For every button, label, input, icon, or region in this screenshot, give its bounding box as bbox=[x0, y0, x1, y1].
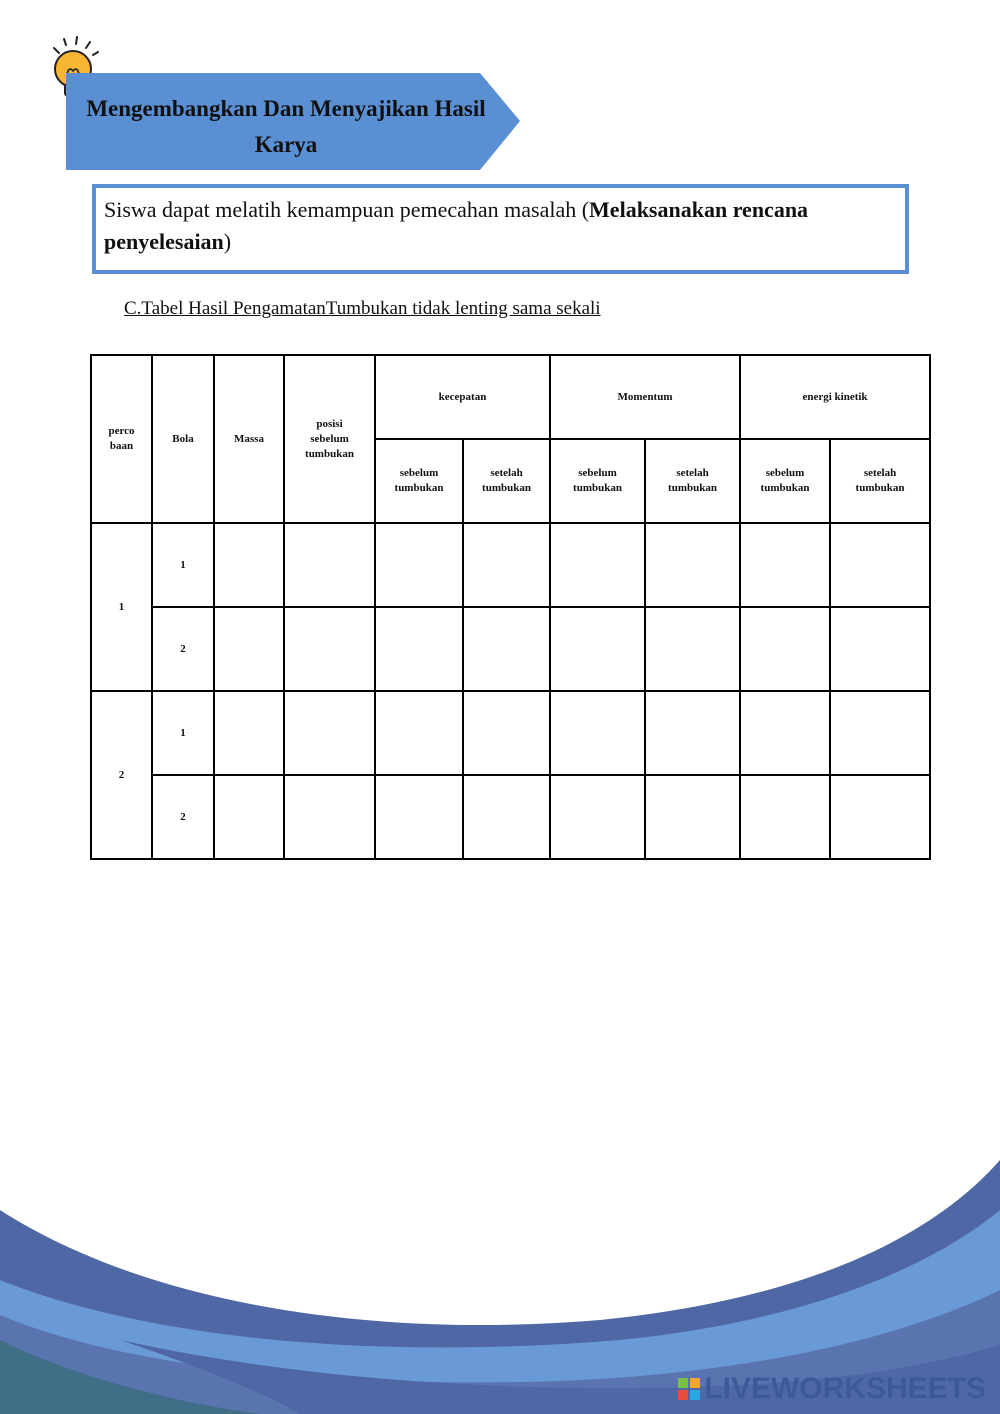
cell-energi-sebelum[interactable] bbox=[740, 775, 830, 859]
objective-plain: Siswa dapat melatih kemampuan pemecahan masalah ( bbox=[104, 197, 590, 222]
cell-momentum-sebelum[interactable] bbox=[550, 607, 645, 691]
cell-momentum-sebelum[interactable] bbox=[550, 523, 645, 607]
cell-momentum-sebelum[interactable] bbox=[550, 691, 645, 775]
table-row bbox=[91, 523, 930, 607]
cell-energi-sebelum[interactable] bbox=[740, 691, 830, 775]
table-row bbox=[91, 607, 930, 691]
header-posisi-line3: tumbukan bbox=[305, 447, 354, 460]
page-title-line1: Mengembangkan Dan Menyajikan Hasil bbox=[86, 96, 486, 121]
subheader-text: tumbukan bbox=[394, 482, 444, 494]
header-posisi bbox=[284, 355, 375, 523]
brand-text: LIVEWORKSHEETS bbox=[704, 1372, 986, 1405]
cell-bola: 2 bbox=[152, 775, 214, 859]
subheader-text: sebelum bbox=[578, 467, 617, 479]
observation-table bbox=[90, 354, 931, 860]
cell-momentum-setelah[interactable] bbox=[645, 607, 740, 691]
objective-close: ) bbox=[223, 229, 232, 254]
subheader-momentum-sebelum bbox=[550, 439, 645, 523]
subheader-kecepatan-sebelum bbox=[375, 439, 463, 523]
subheader-momentum-setelah bbox=[645, 439, 740, 523]
cell-momentum-setelah[interactable] bbox=[645, 775, 740, 859]
header-energi-kinetik: energi kinetik bbox=[740, 355, 930, 439]
subheader-text: sebelum bbox=[765, 467, 805, 479]
cell-energi-setelah[interactable] bbox=[830, 523, 930, 607]
cell-bola: 2 bbox=[152, 607, 214, 691]
cell-kecepatan-sebelum[interactable] bbox=[375, 523, 463, 607]
subheader-text: tumbukan bbox=[760, 482, 810, 494]
cell-kecepatan-setelah[interactable] bbox=[463, 607, 550, 691]
cell-kecepatan-setelah[interactable] bbox=[463, 523, 550, 607]
subheader-text: tumbukan bbox=[668, 482, 717, 494]
header-posisi-line1: posisi bbox=[316, 417, 343, 430]
cell-massa[interactable] bbox=[214, 775, 284, 859]
subheader-kecepatan-setelah bbox=[463, 439, 550, 523]
cell-kecepatan-setelah[interactable] bbox=[463, 691, 550, 775]
liveworksheets-brand bbox=[678, 1372, 986, 1406]
cell-energi-setelah[interactable] bbox=[830, 775, 930, 859]
cell-kecepatan-sebelum[interactable] bbox=[375, 775, 463, 859]
table-row bbox=[91, 691, 930, 775]
header-percobaan bbox=[91, 355, 152, 523]
header-momentum: Momentum bbox=[550, 355, 740, 439]
title-banner bbox=[66, 73, 522, 170]
header-percobaan-line2: baan bbox=[109, 440, 134, 452]
cell-percobaan: 2 bbox=[91, 691, 152, 859]
subheader-energi-sebelum bbox=[740, 439, 830, 523]
cell-energi-setelah[interactable] bbox=[830, 607, 930, 691]
subheader-text: setelah bbox=[863, 467, 897, 479]
subheader-text: tumbukan bbox=[482, 482, 531, 494]
cell-kecepatan-sebelum[interactable] bbox=[375, 691, 463, 775]
subheader-energi-setelah bbox=[830, 439, 930, 523]
cell-energi-sebelum[interactable] bbox=[740, 607, 830, 691]
objective-bold: Melaksanakan rencana penyelesaian bbox=[104, 197, 809, 254]
subheader-text: setelah bbox=[490, 467, 523, 479]
objective-text bbox=[104, 194, 895, 258]
subheader-text: tumbukan bbox=[573, 482, 622, 494]
cell-energi-sebelum[interactable] bbox=[740, 523, 830, 607]
header-massa: Massa bbox=[214, 355, 284, 523]
header-posisi-line2: sebelum bbox=[310, 432, 349, 445]
cell-kecepatan-setelah[interactable] bbox=[463, 775, 550, 859]
cell-bola: 1 bbox=[152, 691, 214, 775]
objective-box bbox=[92, 184, 909, 274]
header-kecepatan: kecepatan bbox=[375, 355, 550, 439]
cell-bola: 1 bbox=[152, 523, 214, 607]
header-percobaan-line1: perco bbox=[108, 425, 135, 437]
cell-massa[interactable] bbox=[214, 607, 284, 691]
cell-momentum-setelah[interactable] bbox=[645, 523, 740, 607]
liveworksheets-logo-icon bbox=[678, 1378, 700, 1400]
cell-momentum-sebelum[interactable] bbox=[550, 775, 645, 859]
cell-massa[interactable] bbox=[214, 523, 284, 607]
table-row bbox=[91, 775, 930, 859]
subheader-text: setelah bbox=[676, 467, 709, 479]
header-bola: Bola bbox=[152, 355, 214, 523]
cell-posisi[interactable] bbox=[284, 775, 375, 859]
cell-momentum-setelah[interactable] bbox=[645, 691, 740, 775]
subheader-text: tumbukan bbox=[855, 482, 905, 494]
subheader-text: sebelum bbox=[399, 467, 439, 479]
cell-posisi[interactable] bbox=[284, 691, 375, 775]
cell-massa[interactable] bbox=[214, 691, 284, 775]
cell-energi-setelah[interactable] bbox=[830, 691, 930, 775]
page-title-line2: Karya bbox=[254, 132, 318, 157]
page-title bbox=[66, 91, 506, 163]
cell-posisi[interactable] bbox=[284, 607, 375, 691]
cell-posisi[interactable] bbox=[284, 523, 375, 607]
cell-percobaan: 1 bbox=[91, 523, 152, 691]
section-title: C.Tabel Hasil PengamatanTumbukan tidak lenting sama sekali bbox=[124, 298, 601, 319]
cell-kecepatan-sebelum[interactable] bbox=[375, 607, 463, 691]
